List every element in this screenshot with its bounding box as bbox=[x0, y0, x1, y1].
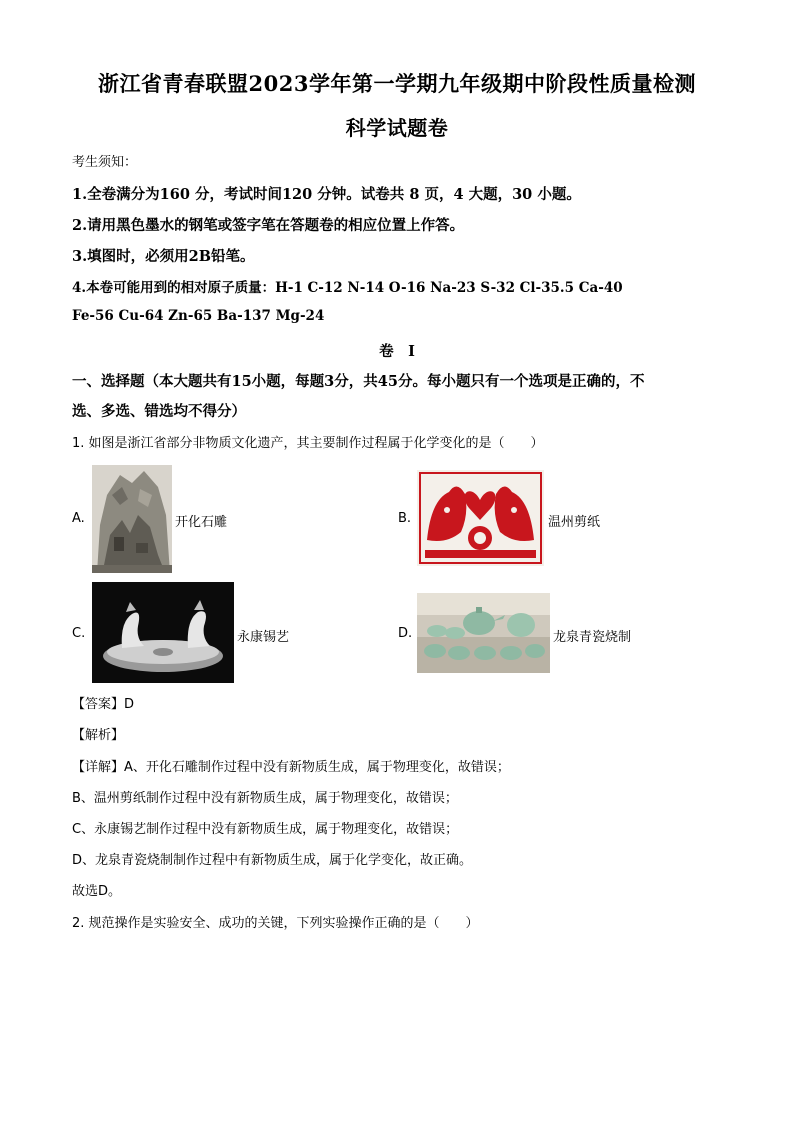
detail-line-1 bbox=[72, 756, 510, 775]
exam-title: 浙江省青春联盟2023学年第一学期九年级期中阶段性质量检测 bbox=[98, 71, 696, 96]
exam-subtitle: 科学试题卷 bbox=[345, 116, 449, 140]
section-heading-line2: 选、多选、错选均不得分） bbox=[72, 403, 246, 420]
paper-cut-image bbox=[417, 470, 544, 566]
notice-item-2: 2.请用黑色墨水的钢笔或签字笔在答题卷的相应位置上作答。 bbox=[72, 217, 465, 234]
detail-tag: 【详解】 bbox=[72, 760, 125, 775]
answer-tag: 【答案】 bbox=[72, 697, 125, 712]
q1-stem: 1. 如图是浙江省部分非物质文化遗产，其主要制作过程属于化学变化的是（ ） bbox=[72, 436, 544, 451]
detail-line-3: C、永康锡艺制作过程中没有新物质生成，属于物理变化，故错误； bbox=[72, 822, 459, 837]
notice-heading: 考生须知： bbox=[72, 155, 138, 170]
option-d-letter: D. bbox=[398, 626, 413, 641]
notice-item-1: 1.全卷满分为160 分，考试时间120 分钟。试卷共 8 页，4 大题，30 小题。 bbox=[72, 186, 581, 203]
answer-value: D bbox=[124, 697, 135, 712]
option-b-letter: B. bbox=[398, 511, 412, 526]
answer-line bbox=[72, 693, 134, 712]
detail-conclusion: 故选D。 bbox=[72, 884, 122, 899]
option-b-text: 温州剪纸 bbox=[548, 515, 601, 530]
notice-item-4: 4.本卷可能用到的相对原子质量：H-1 C-12 N-14 O-16 Na-23 S-32 Cl-35.5 Ca-40 bbox=[72, 280, 623, 296]
option-a-letter: A. bbox=[72, 511, 85, 526]
notice-item-3: 3.填图时，必须用2B铅笔。 bbox=[72, 248, 255, 265]
option-d-text: 龙泉青瓷烧制 bbox=[553, 630, 632, 645]
notice-item-4-cont: Fe-56 Cu-64 Zn-65 Ba-137 Mg-24 bbox=[72, 308, 325, 324]
tin-craft-image bbox=[92, 582, 234, 683]
detail-line-2: B、温州剪纸制作过程中没有新物质生成，属于物理变化，故错误； bbox=[72, 791, 458, 806]
q2-stem: 2. 规范操作是实验安全、成功的关键，下列实验操作正确的是（ ） bbox=[72, 916, 479, 931]
stone-carving-image bbox=[92, 465, 172, 573]
celadon-tea-set-image bbox=[417, 593, 550, 673]
detail-line-4: D、龙泉青瓷烧制制作过程中有新物质生成，属于化学变化，故正确。 bbox=[72, 853, 473, 868]
section-heading-line1: 一、选择题（本大题共有15小题，每题3分，共45分。每小题只有一个选项是正确的，不 bbox=[72, 373, 645, 390]
volume-label: 卷 I bbox=[379, 343, 415, 360]
option-c-letter: C. bbox=[72, 626, 86, 641]
option-c-text: 永康锡艺 bbox=[237, 630, 290, 645]
option-a-text: 开化石雕 bbox=[175, 515, 228, 530]
analysis-tag: 【解析】 bbox=[72, 728, 125, 743]
detail-text-a: A、开化石雕制作过程中没有新物质生成，属于物理变化，故错误； bbox=[124, 760, 510, 775]
